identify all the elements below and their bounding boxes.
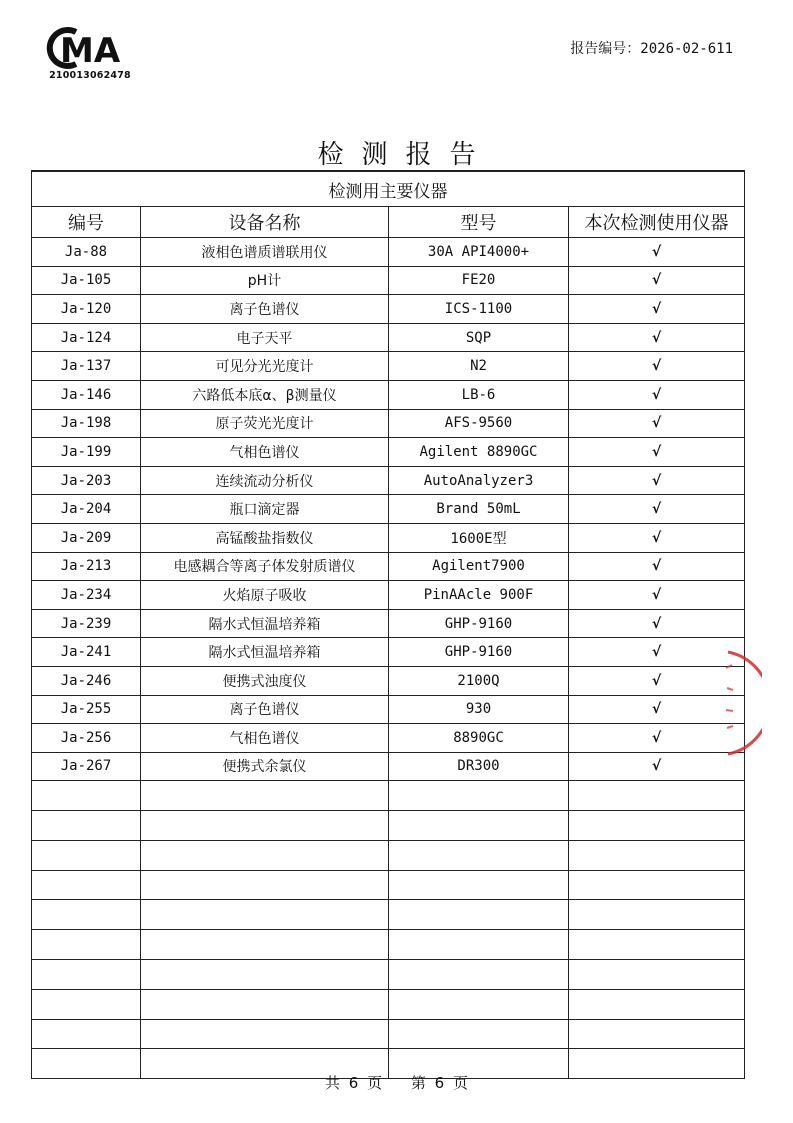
used-check-mark: √ (569, 695, 745, 724)
instrument-code: Ja-241 (32, 638, 141, 667)
blank-cell (389, 1019, 569, 1049)
blank-cell (141, 811, 389, 841)
instrument-model: Brand 50mL (389, 495, 569, 524)
cma-number: 210013062478 (49, 70, 131, 81)
used-check-mark: √ (569, 466, 745, 495)
instrument-code: Ja-213 (32, 552, 141, 581)
used-check-mark: √ (569, 581, 745, 610)
blank-cell (569, 930, 745, 960)
seal-stamp-icon (722, 648, 762, 758)
instrument-code: Ja-255 (32, 695, 141, 724)
instrument-code: Ja-256 (32, 724, 141, 753)
table-row (32, 238, 745, 267)
table-row (32, 438, 745, 467)
blank-cell (389, 900, 569, 930)
blank-cell (141, 1019, 389, 1049)
blank-cell (389, 840, 569, 870)
instrument-name: 火焰原子吸收 (141, 581, 389, 610)
instrument-name: 瓶口滴定器 (141, 495, 389, 524)
instrument-name: 可见分光光度计 (141, 352, 389, 381)
table-row (32, 266, 745, 295)
instrument-code: Ja-239 (32, 609, 141, 638)
instrument-model: 1600E型 (389, 523, 569, 552)
instrument-model: N2 (389, 352, 569, 381)
report-number-value: 2026-02-611 (640, 41, 733, 57)
blank-cell (32, 1019, 141, 1049)
used-check-mark: √ (569, 409, 745, 438)
table-row (32, 323, 745, 352)
blank-table-row (32, 781, 745, 811)
used-check-mark: √ (569, 323, 745, 352)
page-footer (0, 1072, 793, 1093)
blank-cell (32, 960, 141, 990)
blank-cell (32, 811, 141, 841)
blank-cell (569, 900, 745, 930)
blank-cell (569, 960, 745, 990)
blank-cell (32, 989, 141, 1019)
instrument-model: ICS-1100 (389, 295, 569, 324)
blank-cell (141, 900, 389, 930)
blank-cell (32, 781, 141, 811)
report-number-label: 报告编号： (570, 41, 641, 57)
blank-table-row (32, 811, 745, 841)
blank-cell (32, 870, 141, 900)
table-row (32, 581, 745, 610)
instrument-model: 8890GC (389, 724, 569, 753)
instrument-code: Ja-105 (32, 266, 141, 295)
instrument-model: AutoAnalyzer3 (389, 466, 569, 495)
blank-cell (569, 1019, 745, 1049)
blank-table-row (32, 870, 745, 900)
instrument-name: 离子色谱仪 (141, 695, 389, 724)
total-pages: 共 6 页 (325, 1074, 383, 1092)
instrument-model: GHP-9160 (389, 609, 569, 638)
cma-mark-icon (46, 26, 134, 70)
blank-cell (389, 781, 569, 811)
blank-cell (141, 930, 389, 960)
used-check-mark: √ (569, 352, 745, 381)
instrument-name: 离子色谱仪 (141, 295, 389, 324)
used-check-mark: √ (569, 638, 745, 667)
instrument-code: Ja-198 (32, 409, 141, 438)
blank-cell (141, 870, 389, 900)
blank-cell (389, 960, 569, 990)
instrument-name: 隔水式恒温培养箱 (141, 609, 389, 638)
blank-cell (389, 930, 569, 960)
used-check-mark: √ (569, 609, 745, 638)
instrument-code: Ja-88 (32, 238, 141, 267)
instrument-model: AFS-9560 (389, 409, 569, 438)
blank-table-row (32, 930, 745, 960)
table-caption: 检测用主要仪器 (32, 171, 745, 207)
instrument-code: Ja-124 (32, 323, 141, 352)
page-title: 检测报告 (317, 140, 494, 170)
blank-cell (389, 989, 569, 1019)
column-header-name: 设备名称 (141, 207, 389, 238)
used-check-mark: √ (569, 552, 745, 581)
svg-text:MA: MA (60, 31, 121, 70)
instrument-code: Ja-120 (32, 295, 141, 324)
blank-cell (569, 781, 745, 811)
blank-cell (389, 870, 569, 900)
instrument-code: Ja-267 (32, 752, 141, 781)
blank-table-row (32, 960, 745, 990)
table-row (32, 724, 745, 753)
instrument-name: 六路低本底α、β测量仪 (141, 380, 389, 409)
blank-table-row (32, 989, 745, 1019)
instrument-model: FE20 (389, 266, 569, 295)
table-row (32, 752, 745, 781)
instrument-code: Ja-199 (32, 438, 141, 467)
table-row (32, 609, 745, 638)
blank-cell (569, 840, 745, 870)
table-row (32, 295, 745, 324)
instrument-code: Ja-246 (32, 666, 141, 695)
blank-cell (141, 840, 389, 870)
blank-cell (32, 930, 141, 960)
instrument-model: 2100Q (389, 666, 569, 695)
column-header-used: 本次检测使用仪器 (569, 207, 745, 238)
column-header-code: 编号 (32, 207, 141, 238)
used-check-mark: √ (569, 752, 745, 781)
instrument-code: Ja-146 (32, 380, 141, 409)
instrument-name: 电子天平 (141, 323, 389, 352)
instrument-name: 气相色谱仪 (141, 724, 389, 753)
blank-table-row (32, 840, 745, 870)
blank-cell (141, 989, 389, 1019)
instrument-name: 隔水式恒温培养箱 (141, 638, 389, 667)
instrument-table (31, 170, 745, 1079)
used-check-mark: √ (569, 266, 745, 295)
instrument-name: pH计 (141, 266, 389, 295)
used-check-mark: √ (569, 495, 745, 524)
used-check-mark: √ (569, 724, 745, 753)
instrument-name: 便携式浊度仪 (141, 666, 389, 695)
blank-cell (389, 811, 569, 841)
instrument-name: 原子荧光光度计 (141, 409, 389, 438)
table-row (32, 380, 745, 409)
instrument-name: 液相色谱质谱联用仪 (141, 238, 389, 267)
instrument-model: 30A API4000+ (389, 238, 569, 267)
table-row (32, 352, 745, 381)
blank-cell (569, 989, 745, 1019)
table-row (32, 666, 745, 695)
instrument-name: 电感耦合等离子体发射质谱仪 (141, 552, 389, 581)
used-check-mark: √ (569, 438, 745, 467)
blank-cell (32, 900, 141, 930)
instrument-code: Ja-234 (32, 581, 141, 610)
used-check-mark: √ (569, 238, 745, 267)
cma-logo (46, 26, 134, 84)
blank-cell (32, 840, 141, 870)
instrument-model: 930 (389, 695, 569, 724)
instrument-name: 连续流动分析仪 (141, 466, 389, 495)
table-row (32, 695, 745, 724)
used-check-mark: √ (569, 523, 745, 552)
current-page: 第 6 页 (410, 1074, 468, 1092)
table-row (32, 466, 745, 495)
instrument-code: Ja-137 (32, 352, 141, 381)
table-row (32, 638, 745, 667)
instrument-code: Ja-209 (32, 523, 141, 552)
used-check-mark: √ (569, 380, 745, 409)
instrument-model: SQP (389, 323, 569, 352)
blank-cell (141, 960, 389, 990)
instrument-model: Agilent 8890GC (389, 438, 569, 467)
blank-table-row (32, 1019, 745, 1049)
instrument-name: 高锰酸盐指数仪 (141, 523, 389, 552)
table-row (32, 495, 745, 524)
used-check-mark: √ (569, 666, 745, 695)
table-row (32, 409, 745, 438)
used-check-mark: √ (569, 295, 745, 324)
blank-cell (569, 870, 745, 900)
instrument-code: Ja-204 (32, 495, 141, 524)
instrument-code: Ja-203 (32, 466, 141, 495)
column-header-model: 型号 (389, 207, 569, 238)
instrument-model: PinAAcle 900F (389, 581, 569, 610)
instrument-model: Agilent7900 (389, 552, 569, 581)
instrument-model: GHP-9160 (389, 638, 569, 667)
instrument-model: LB-6 (389, 380, 569, 409)
table-row (32, 523, 745, 552)
blank-cell (141, 781, 389, 811)
blank-table-row (32, 900, 745, 930)
blank-cell (569, 811, 745, 841)
instrument-name: 气相色谱仪 (141, 438, 389, 467)
table-row (32, 552, 745, 581)
instrument-model: DR300 (389, 752, 569, 781)
instrument-name: 便携式余氯仪 (141, 752, 389, 781)
report-number (570, 38, 733, 58)
